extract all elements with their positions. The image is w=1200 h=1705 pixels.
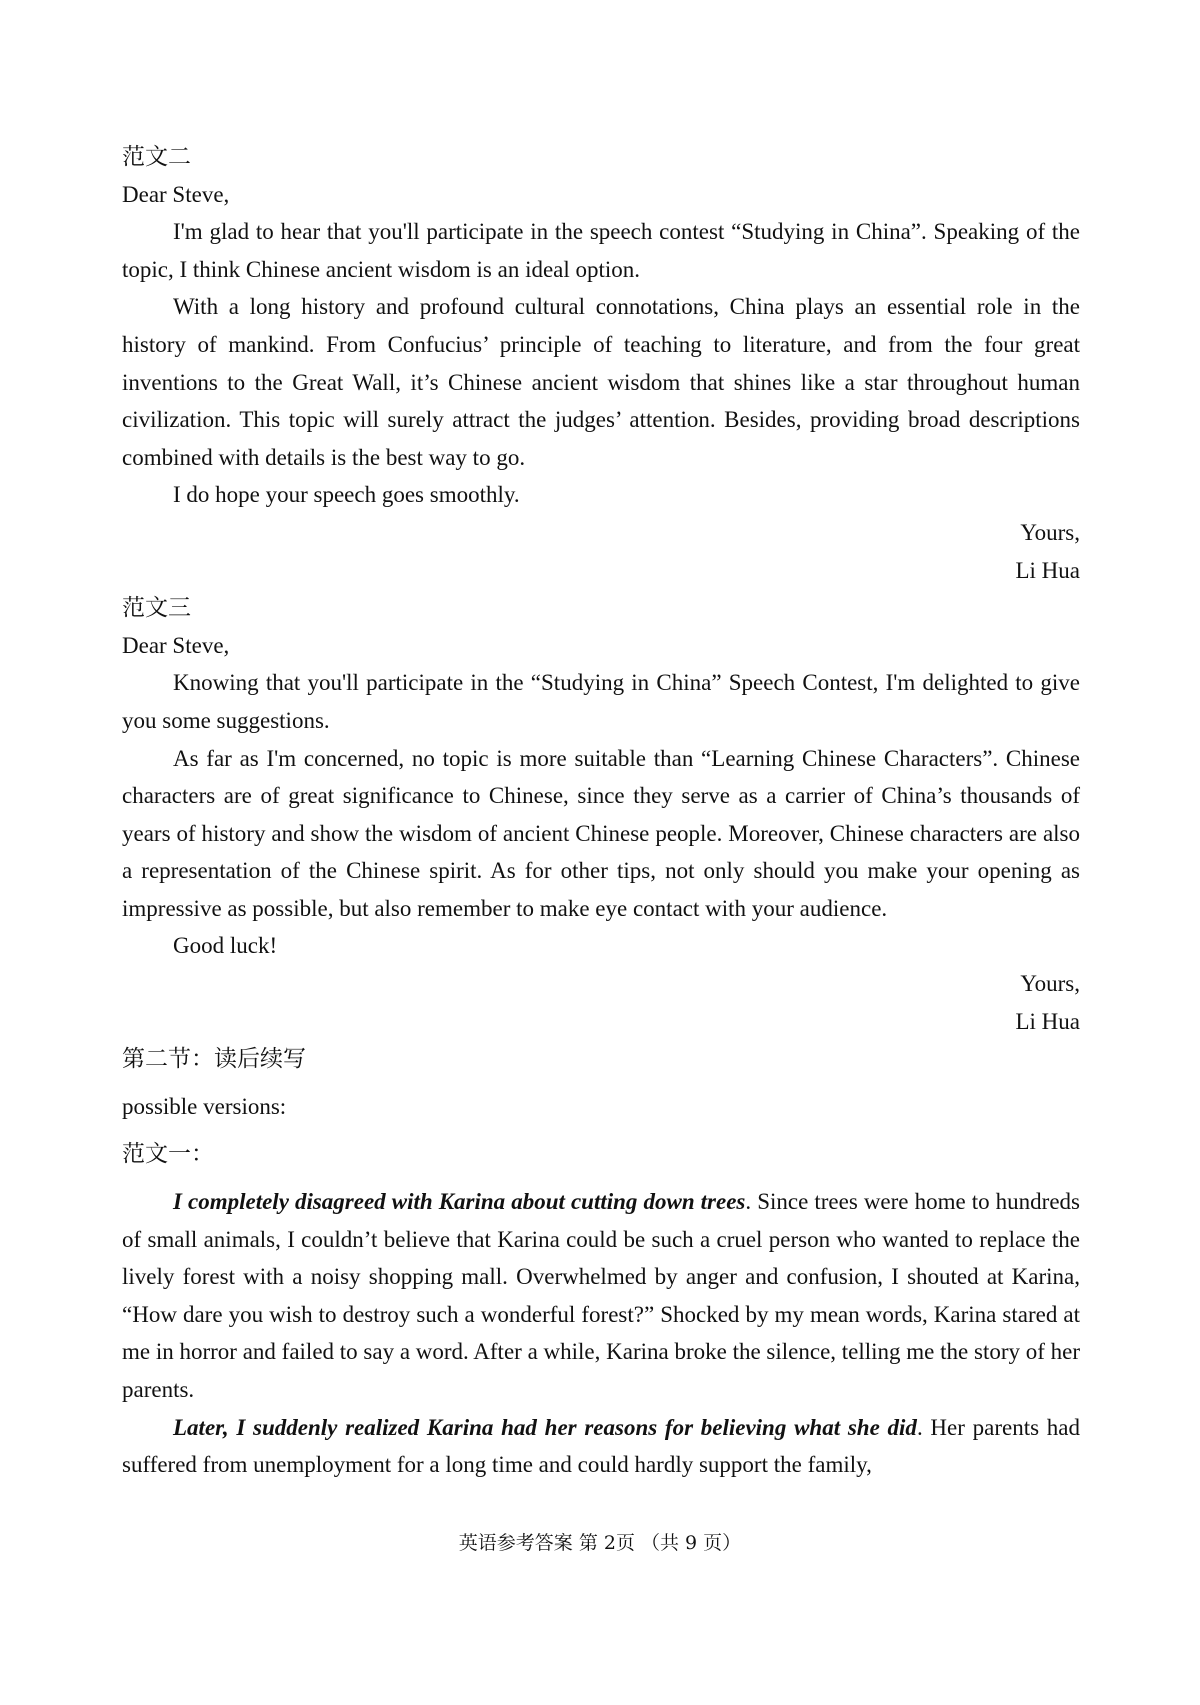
letter3-signature: Li Hua xyxy=(1015,1008,1080,1034)
letter2-closing: Yours, xyxy=(1020,519,1080,545)
letter3-closing: Yours, xyxy=(1020,971,1080,997)
section2-subheading: possible versions: xyxy=(122,1093,287,1119)
paragraph-2-lead-sentence: Later, I suddenly realized Karina had her reasons for believing what she did xyxy=(173,1414,917,1440)
sample1-label: 范文一： xyxy=(122,1141,214,1167)
letter3-paragraph-1: Knowing that you'll participate in the “Studying in China” Speech Contest, I'm delighted to give you some suggestions. xyxy=(122,670,1080,733)
letter3-greeting: Dear Steve, xyxy=(122,632,230,658)
letter2-paragraph-1: I'm glad to hear that you'll participate in the speech contest “Studying in China”. Speaking of the topic, I think Chinese ancient wisdom is an ideal option. xyxy=(122,219,1080,282)
letter2-paragraph-3: I do hope your speech goes smoothly. xyxy=(173,482,520,508)
letter3-paragraph-2: As far as I'm concerned, no topic is more suitable than “Learning Chinese Characters”. Chinese characters are of great significance to Chinese, since they serve as a carrier of China’s thousands of years of history and show the wisdom of ancient Chinese people. Moreover, Chinese characters are also a representation of the Chinese spirit. As for other tips, not only should you make your opening as impressive as possible, but also remember to make eye contact with your audience. xyxy=(122,745,1080,921)
document-page xyxy=(122,138,1080,1484)
letter2-signature: Li Hua xyxy=(1015,557,1080,583)
paragraph-2-body: . Her parents had suffered from unemployment for a long time and could hardly support the family, xyxy=(122,1414,1080,1478)
letter3-paragraph-3: Good luck! xyxy=(173,933,278,959)
paragraph-1-body: . Since trees were home to hundreds of small animals, I couldn’t believe that Karina could be such a cruel person who wanted to replace the lively forest with a noisy shopping mall. Overwhelmed by anger and confusion, I shouted at Karina, “How dare you wish to destroy such a wonderful forest?” Shocked by my mean words, Karina stared at me in horror and failed to say a word. After a while, Karina broke the silence, telling me the story of her parents. xyxy=(122,1189,1081,1402)
letter2-greeting: Dear Steve, xyxy=(122,181,230,207)
letter3-label: 范文三 xyxy=(122,595,191,621)
page-footer: 英语参考答案 第 2页 （共 9 页） xyxy=(458,1532,742,1554)
paragraph-1-lead-sentence: I completely disagreed with Karina about cutting down trees xyxy=(173,1189,746,1215)
section2-heading: 第二节：读后续写 xyxy=(122,1046,306,1072)
letter2-label: 范文二 xyxy=(122,144,191,169)
letter2-paragraph-2: With a long history and profound cultural connotations, China plays an essential role in the history of mankind. From Confucius’ principle of teaching to literature, and from the four great inventions to the Great Wall, it’s Chinese ancient wisdom that shines like a star throughout human civilization. This topic will surely attract the judges’ attention. Besides, providing broad descriptions combined with details is the best way to go. xyxy=(122,294,1080,470)
continuation-paragraph-2 xyxy=(122,1409,1080,1484)
continuation-paragraph-1 xyxy=(122,1183,1080,1409)
